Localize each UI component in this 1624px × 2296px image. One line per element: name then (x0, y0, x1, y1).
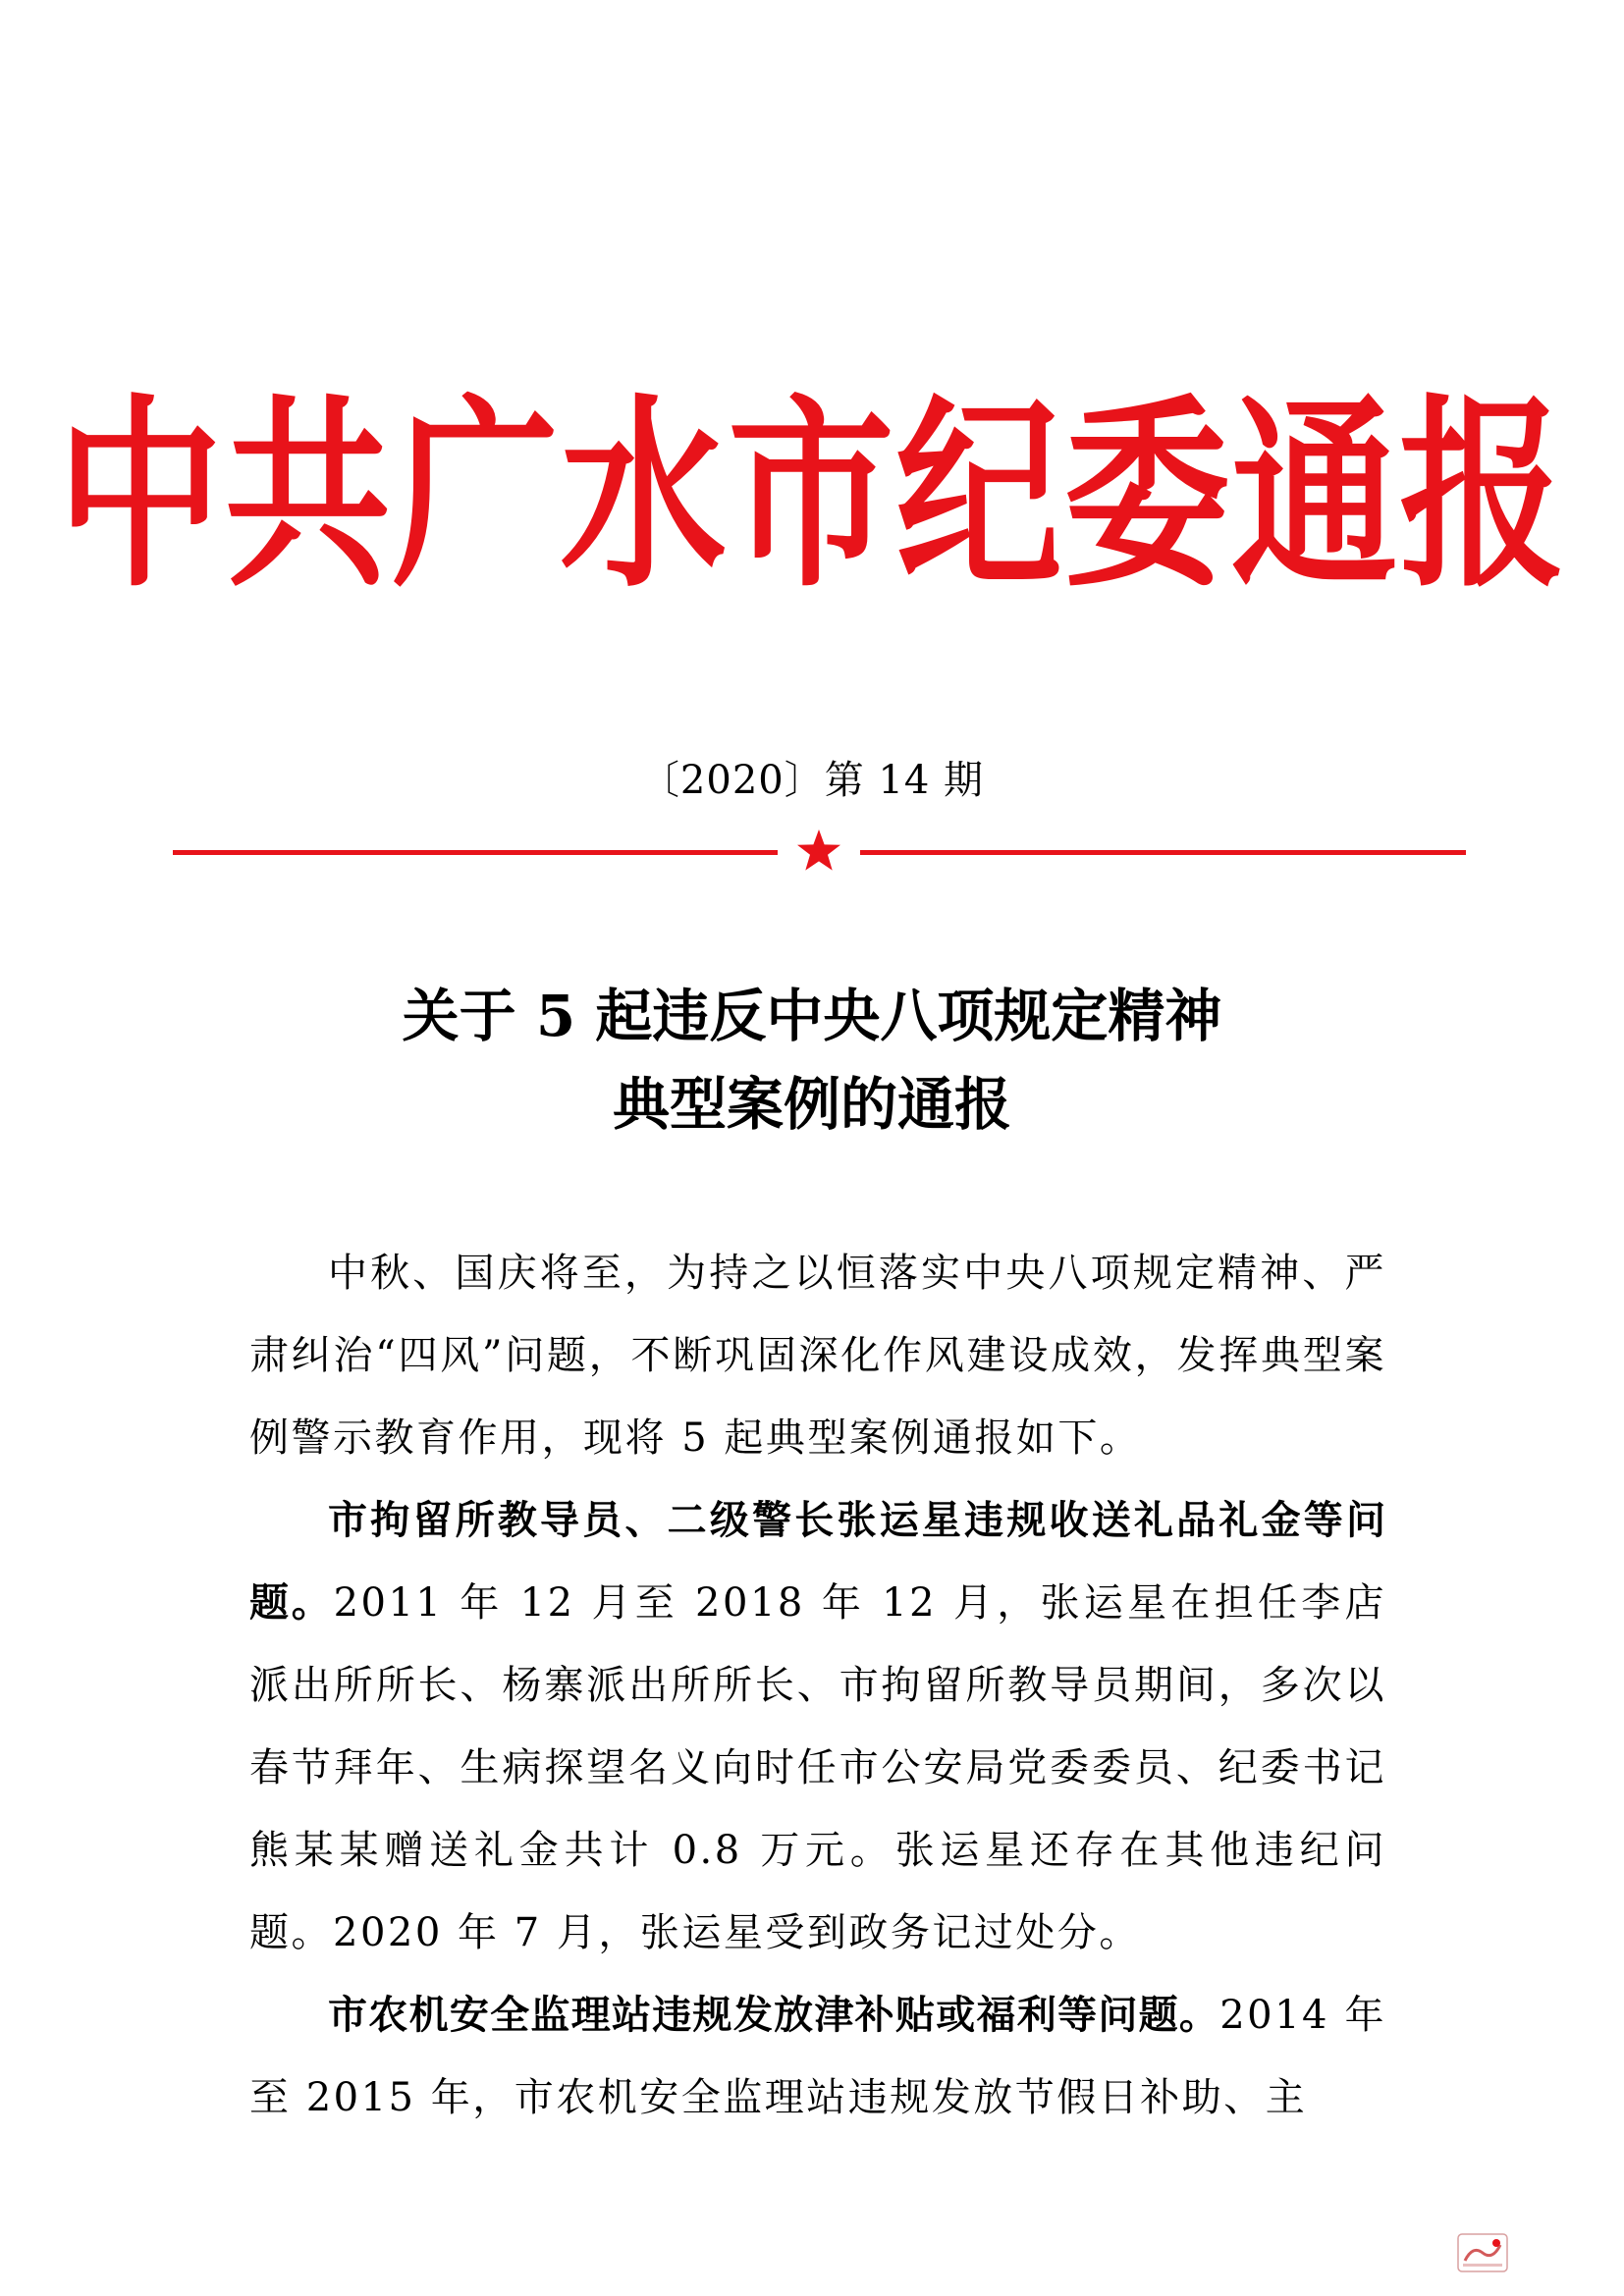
divider-line-left (173, 850, 778, 855)
case-1-heading: 市拘留所教导员、二级警长张运星违规收送礼品礼金等问题。 (249, 1498, 1386, 1626)
notice-title-line2: 典型案例的通报 (612, 1071, 1011, 1138)
divider-line-right (860, 850, 1466, 855)
notice-body (249, 1232, 1386, 2139)
star-icon (795, 828, 842, 875)
notice-title-line1: 关于 5 起违反中央八项规定精神 (402, 983, 1222, 1049)
case-1-paragraph (249, 1479, 1386, 1974)
masthead-title: 中共广水市纪委通报 (57, 377, 1567, 615)
issue-number: 〔2020〕第 14 期 (639, 758, 985, 803)
case-2-heading: 市农机安全监理站违规发放津补贴或福利等问题。 (328, 1993, 1220, 2038)
intro-paragraph: 中秋、国庆将至，为持之以恒落实中央八项规定精神、严肃纠治“四风”问题，不断巩固深化作风建设成效，发挥典型案例警示教育作用，现将 5 起典型案例通报如下。 (249, 1251, 1386, 1461)
case-2-paragraph (249, 1974, 1386, 2139)
case-2-text: 2014 年至 2015 年，市农机安全监理站违规发放节假日补助、主 (249, 1993, 1386, 2120)
case-1-text: 2011 年 12 月至 2018 年 12 月，张运星在担任李店派出所所长、杨寨派出所所长、市拘留所教导员期间，多次以春节拜年、生病探望名义向时任市公安局党委委员、纪委书记熊某某赠送礼金共计 0.8 万元。张运星还存在其他违纪问题。2020 年 7 月，张运星受到政务记过处分。 (249, 1580, 1386, 1955)
watermark-logo (1457, 2233, 1508, 2272)
